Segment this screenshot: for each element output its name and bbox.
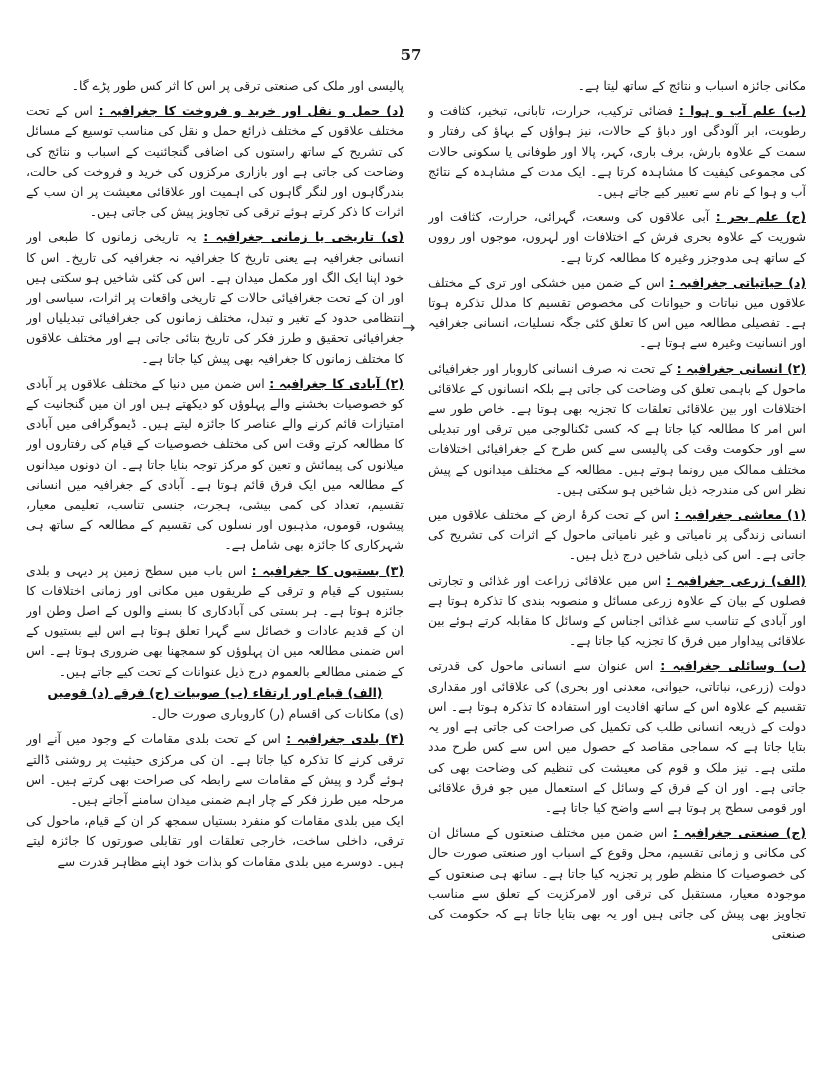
paragraph <box>26 811 404 872</box>
paragraph-text: مکانی جائزہ اسباب و نتائج کے ساتھ لیتا ہے۔ <box>577 78 806 93</box>
right-column <box>428 76 806 1066</box>
paragraph <box>428 273 806 354</box>
paragraph <box>26 101 404 222</box>
paragraph-text: پالیسی اور ملک کی صنعتی ترقی پر اس کا اثر کس طور پڑے گا۔ <box>71 78 404 93</box>
paragraph <box>26 227 404 368</box>
paragraph <box>428 359 806 500</box>
paragraph-text: اس ضمن میں دنیا کے مختلف علاقوں پر آبادی کو خصوصیات بخشنے والے پہلوؤں کو دیکھتے ہیں اور ان میں گنجانیت کے امتیازات قائم کرنے والے عناصر کا جائزہ لیتے ہیں۔ ڈیموگرافی میں آبادی کا مطالعہ کرتے وقت اس کی مختلف خصوصیات کے قیام کی رفتاروں اور میلانوں کی پیمائش و تعین کو مرکز توجہ بنایا جاتا ہے۔ ان دونوں میدانوں کے مطالعہ میں ایک فرق قائم ہوتا ہے۔ آبادی کے جغرافیہ میں انسانی تقسیم، تعداد کی کمی بیشی، ہجرت، جنسی تناسب، تعلیمی معیار، پیشوں، قوموں، مذہبوں اور نسلوں کی تقسیم کے مطالعہ کے ساتھ ہی شہرکاری کا جائزہ بھی شامل ہے۔ <box>26 375 404 553</box>
paragraph <box>428 823 806 944</box>
paragraph <box>26 374 404 556</box>
paragraph-text: آبی علاقوں کی وسعت، گہرائی، حرارت، کثافت اور شوریت کے علاوہ بحری فرش کے اختلافات اور لہروں، موجوں اور رووں کے ساتھ ہی مدوجزر وغیرہ کا مطالعہ کرتا ہے۔ <box>428 209 806 265</box>
paragraph <box>428 656 806 818</box>
paragraph-text: اس کے تحت کرۂ ارض کے مختلف علاقوں میں انسانی زندگی پر نامیاتی و غیر نامیاتی ماحول کے اثرات کی تشریح کی جاتی ہے۔ اس کی ذیلی شاخیں درج ذیل ہیں۔ <box>428 507 806 563</box>
paragraph-text: ایک میں بلدی مقامات کو منفرد بستیاں سمجھ کر ان کے قیام، ماحول کی ترقی، داخلی ساخت، خارجی تعلقات اور تقابلی صورتوں کا جائزہ لیتے ہیں۔ دوسرے میں بلدی مقامات کو بذات خود اپنے مظاہر قدرت سے <box>26 813 404 869</box>
paragraph-text: (الف) قیام اور ارتقاء (ب) صوبیات (ج) فرقے (د) قومیں <box>47 684 383 700</box>
paragraph <box>428 505 806 566</box>
paragraph-text: اس عنوان سے انسانی ماحول کی قدرتی دولت (زرعی، نباتاتی، حیوانی، معدنی اور بحری) کی علاقائی اور مقداری تقسیم کے علاوہ اس کے ساتھ افادیت اور استفادہ کا تذکرہ ہوتا ہے۔ اس دولت کے ذریعہ انسانی طلب کی تکمیل کی صراحت کی جاتی ہے اور یہ بتایا جاتا ہے کہ سماجی مقاصد کے حصول میں اس سے کس طرح مدد ملتی ہے۔ نیز ملک و قوم کی معیشت کی تنظیم کی وضاحت بھی کی جاتی ہے۔ اور ان کے فرق کے وسائل کے استعمال میں جو فرق علاقائی اور قومی سطح پر ہوتا ہے اسے واضح کیا جاتا ہے۔ <box>428 658 806 815</box>
paragraph-text: اس میں علاقائی زراعت اور غذائی و تجارتی فصلوں کے بیان کے علاوہ زرعی مسائل و منصوبہ بندی کا تذکرہ ہوتا ہے اور آبادی کے تناسب سے غذائی اجناس کے وسائل کا مقابلہ کرتے ہوئے بین علاقائی پیداوار میں فرق کا تجزیہ کیا جاتا ہے۔ <box>428 572 806 649</box>
paragraph <box>26 76 404 96</box>
paragraph <box>26 683 404 703</box>
paragraph-text: فضائی ترکیب، حرارت، تابانی، تبخیر، کثافت و رطوبت، ابر آلودگی اور دباؤ کے حالات، نیز ہواؤں کے بہاؤ کی رفتار و سمت کے علاوہ بارش، برف باری، کہر، پالا اور طوفانی یا سکونی حالات کی مجموعی کیفیت کا مشاہدہ کرتا ہے۔ ایک مدت کے مشاہدہ کے نتائج آب و ہوا کے نام سے تعبیر کیے جاتے ہیں۔ <box>428 103 806 200</box>
paragraph <box>428 571 806 652</box>
section-heading: (د) حیاتیاتی جغرافیہ : <box>669 274 806 290</box>
paragraph <box>428 207 806 268</box>
section-heading: (ج) علم بحر : <box>715 209 806 225</box>
section-heading: (۱) معاشی جغرافیہ : <box>674 507 806 523</box>
section-heading: (ی) تاریخی یا زمانی جغرافیہ : <box>203 229 404 245</box>
section-heading: (۴) بلدی جغرافیہ : <box>286 731 404 747</box>
section-heading: (ب) وسائلی جغرافیہ : <box>660 658 806 674</box>
paragraph <box>26 561 404 682</box>
page-number: 57 <box>400 46 422 64</box>
paragraph-text: اس کے ضمن میں خشکی اور تری کے مختلف علاقوں میں نباتات و حیوانات کی مخصوص تقسیم کا مدلل تذکرہ ہوتا ہے۔ تفصیلی مطالعہ میں اس کا تعلق کئی جگہ نسلیات، انسانی جغرافیہ اور انسانیت وغیرہ سے ہوتا ہے۔ <box>428 274 806 351</box>
paragraph-text: اس باب میں سطح زمین پر دیہی و بلدی بستیوں کے قیام و ترقی کے طریقوں میں مکانی اور زمانی اختلافات کا جائزہ ہوتا ہے۔ ہر بستی کی آبادکاری کا بسنے والوں کے اصل وطن اور ان کے قدیم عادات و خصائل سے گہرا تعلق ہوتا ہے اس لیے بستیوں کے اس ضمنی مطالعہ میں ان پہلوؤں کو سمجھنا بھی ضروری ہوتا ہے۔ اس کے ضمنی مطالعے بالعموم درج ذیل عنوانات کے تحت کیے جاتے ہیں۔ <box>26 562 404 679</box>
section-heading: (۳) بستیوں کا جغرافیہ : <box>251 562 404 578</box>
section-heading: (د) حمل و نقل اور خرید و فروخت کا جغرافیہ : <box>98 103 404 119</box>
paragraph-text: اس کے تحت مختلف علاقوں کے مختلف ذرائع حمل و نقل کی مناسب توسیع کے مسائل کی تشریح کے ساتھ راستوں کی اضافی گنجائنیت کے اسباب و نتائج کی وضاحت کی جاتی ہے اور بازاری مرکزوں کی خرید و فروخت کی حالت، بندرگاہوں اور لنگر گاہوں کی اہمیت اور علاقائی معیشت پر ان سب کے اثرات کا ذکر کرتے ہوئے ترقی کی تجاویز پیش کی جاتی ہیں۔ <box>26 103 404 220</box>
paragraph-text: کے تحت نہ صرف انسانی کاروبار اور جغرافیائی ماحول کے باہمی تعلق کی وضاحت کی جاتی ہے بلکہ انسانوں کے علاقائی اختلافات اور بین علاقائی تعلقات کا تجزیہ بھی ہوتا ہے۔ خاص طور سے اس امر کا مطالعہ کیا جاتا ہے کہ کسی ٹکنالوجی میں ترقی اور تبدیلی سے اور حکومت وقت کی پالیسی سے کس طرح کے جغرافیائی اختلافات مختلف ممالک میں رونما ہوتے ہیں۔ مطالعہ کے مختلف میدانوں کے پیش نظر اس کی مندرجہ ذیل شاخیں ہو سکتی ہیں۔ <box>428 360 806 497</box>
paragraph-text: (ی) مکانات کی اقسام (ر) کاروباری صورت حال۔ <box>150 706 404 722</box>
paragraph-text: اس ضمن میں مختلف صنعتوں کے مسائل ان کی مکانی و زمانی تقسیم، محل وقوع کے اسباب اور صنعتی صورت حال کی خصوصیات کا منظم طور پر تجزیہ کیا جاتا ہے۔ ساتھ ہی صنعتوں کے موجودہ معیار، مستقبل کی ترقی اور لامرکزیت کے تعلق سے مناسب تجاویز بھی پیش کی جاتی ہیں اور یہ بھی بتایا جاتا ہے کہ حکومت کی صنعتی <box>428 825 806 942</box>
paragraph-text: یہ تاریخی زمانوں کا طبعی اور انسانی جغرافیہ ہے یعنی تاریخ کا جغرافیہ نہ جغرافیہ کی تاریخ۔ اس کا خود اپنا ایک الگ اور مکمل میدان ہے۔ اس کی کئی شاخیں ہو سکتی ہیں اور ان کے تحت جغرافیائی حالات کے تاریخی واقعات پر اثرات، سیاسی اور انتظامی حدود کے تغیر و تبدل، مختلف زمانوں کی جغرافیائی تبدیلیاں اور جغرافیائی تحقیق و طرز فکر کی تاریخ بتائی جاتی ہے اور مختلف علاقوں کا مختلف زمانوں کا جغرافیہ بھی پیش کیا جاتا ہے۔ <box>26 229 404 366</box>
section-heading: (ج) صنعتی جغرافیہ : <box>672 825 806 841</box>
paragraph <box>428 101 806 202</box>
paragraph-text: اس کے تحت بلدی مقامات کے وجود میں آنے اور ترقی کرنے کا تذکرہ کیا جاتا ہے۔ ان کی مرکزی حیثیت پر روشنی ڈالتے ہوئے گرد و پیش کے مقامات سے رابطہ کی صراحت بھی کرتے ہیں۔ اس مرحلہ میں طرز فکر کے چار اہم ضمنی میدان سامنے آجاتے ہیں۔ <box>26 731 404 807</box>
paragraph <box>26 704 404 724</box>
section-heading: (۲) آبادی کا جغرافیہ : <box>269 375 404 391</box>
paragraph <box>428 76 806 96</box>
section-heading: (الف) زرعی جغرافیہ : <box>666 572 806 588</box>
margin-arrow-mark: → <box>402 318 416 337</box>
section-heading: (ب) علم آب و ہوا : <box>678 103 806 119</box>
section-heading: (۲) انسانی جغرافیہ : <box>676 360 806 376</box>
paragraph <box>26 729 404 810</box>
left-column <box>26 76 404 1066</box>
